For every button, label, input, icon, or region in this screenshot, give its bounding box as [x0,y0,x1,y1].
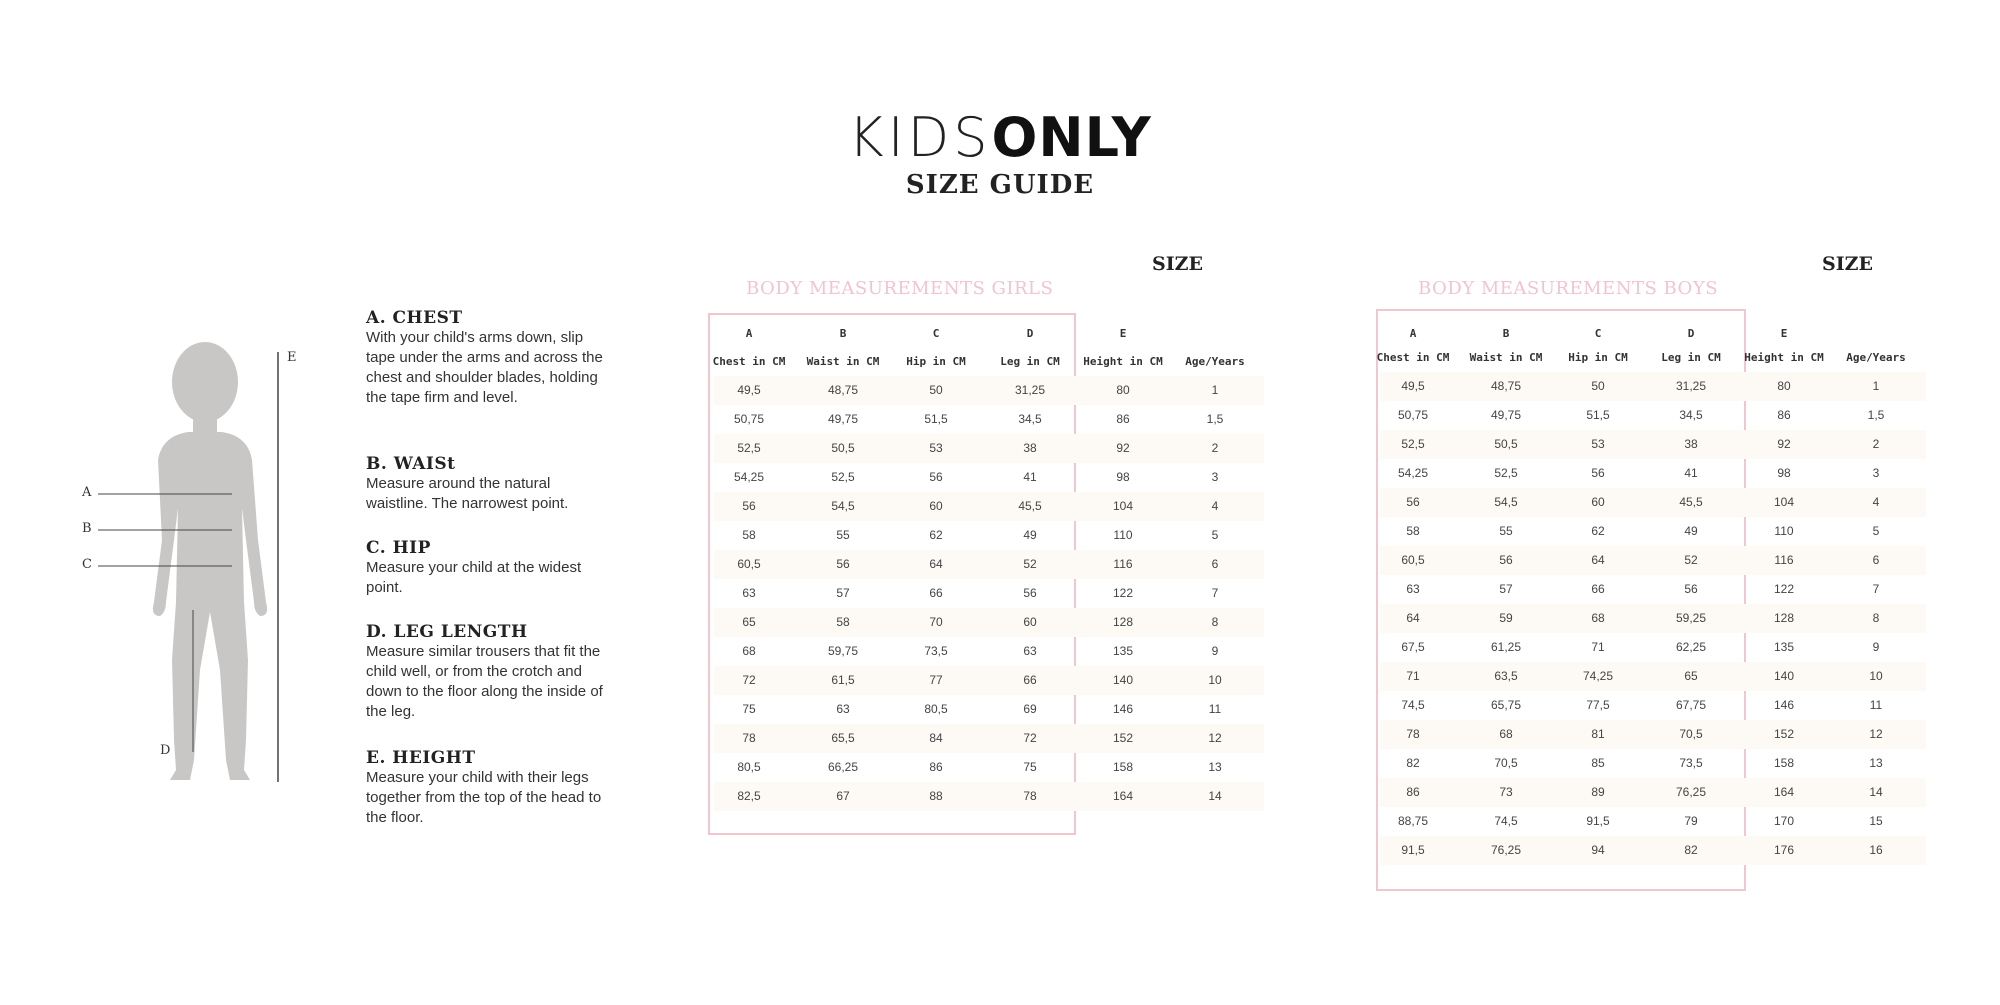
table-row [1380,633,1926,662]
measurement-height [366,748,616,828]
table-row-cell: 66,25 [827,760,859,774]
table-row-cell: 51,5 [924,412,948,426]
table-row-cell: 158 [1112,760,1134,774]
measurement-hip-title: C. HIP [366,538,431,558]
table-row-cell: 1 [1211,383,1219,397]
girls-size-label: SIZE [1152,253,1203,275]
table-row-cell: 116 [1113,557,1133,571]
table-row-cell: 91,5 [1401,843,1425,857]
measurement-height-text: Measure your child with their legs together from the top of the head to the floor. [366,769,602,826]
table-row-cell: 70,5 [1679,727,1703,741]
table-row-cell: 67 [836,789,850,803]
figure-label-c: C [82,557,92,572]
table-row-cell: 56 [1406,495,1420,509]
girls-header-row-cell: Height in CM [1083,355,1163,368]
table-row-cell: 77 [929,673,943,687]
table-row [1380,488,1926,517]
table-row-cell: 164 [1112,789,1134,803]
table-row-cell: 60,5 [1401,553,1425,567]
table-row-cell: 122 [1112,586,1134,600]
table-row-cell: 50,5 [1494,437,1518,451]
table-row-cell: 152 [1112,731,1134,745]
table-row-cell: 135 [1773,640,1795,654]
brand-logo-light: KIDS [848,106,992,169]
table-row-cell: 50 [1591,379,1605,393]
table-row-cell: 98 [1116,470,1130,484]
table-row-cell: 73,5 [924,644,948,658]
boys-size-label: SIZE [1822,253,1873,275]
table-row-cell: 72 [1023,731,1037,745]
boys-letter-row-cell: D [1687,327,1695,340]
table-row [714,666,1264,695]
table-row-cell: 50,75 [733,412,765,426]
table-row-cell: 67,5 [1401,640,1425,654]
measurement-hip [366,538,616,598]
table-row-cell: 54,5 [831,499,855,513]
table-row-cell: 65,5 [831,731,855,745]
table-row-cell: 14 [1869,785,1883,799]
table-row [1380,778,1926,807]
table-row-cell: 85 [1591,756,1605,770]
boys-letter-row [1380,327,1926,347]
table-row-cell: 66 [1591,582,1605,596]
table-row-cell: 38 [1684,437,1698,451]
table-row-cell: 52,5 [1401,437,1425,451]
table-row-cell: 64 [1591,553,1605,567]
measurement-height-title: E. HEIGHT [366,748,476,768]
table-row-cell: 8 [1872,611,1880,625]
table-row [1380,372,1926,401]
table-row-cell: 63 [742,586,756,600]
table-row [1380,401,1926,430]
table-row-cell: 49,75 [827,412,859,426]
table-row-cell: 60 [1023,615,1037,629]
table-row-cell: 1,5 [1206,412,1224,426]
figure-label-b: B [82,521,92,536]
girls-table-title: BODY MEASUREMENTS GIRLS [746,278,1054,299]
table-row-cell: 54,5 [1494,495,1518,509]
table-row-cell: 152 [1773,727,1795,741]
table-row-cell: 82 [1684,843,1698,857]
table-row-cell: 3 [1872,466,1880,480]
table-row [714,608,1264,637]
table-row-cell: 81 [1591,727,1605,741]
table-row-cell: 4 [1872,495,1880,509]
girls-letter-row-cell: A [745,327,753,340]
table-row-cell: 140 [1112,673,1134,687]
table-row-cell: 63 [1406,582,1420,596]
table-row-cell: 84 [929,731,943,745]
table-row-cell: 58 [836,615,850,629]
table-row-cell: 86 [929,760,943,774]
table-row-cell: 86 [1406,785,1420,799]
girls-header-row-cell: Waist in CM [806,355,880,368]
table-row-cell: 41 [1023,470,1037,484]
table-row-cell: 13 [1208,760,1222,774]
table-row-cell: 82 [1406,756,1420,770]
table-row-cell: 75 [742,702,756,716]
table-row-cell: 56 [1591,466,1605,480]
table-row-cell: 79 [1684,814,1698,828]
table-row-cell: 82,5 [737,789,761,803]
table-row-cell: 60,5 [737,557,761,571]
table-row-cell: 50,5 [831,441,855,455]
table-row-cell: 80 [1116,383,1130,397]
table-row-cell: 65,75 [1490,698,1522,712]
table-row [714,579,1264,608]
table-row-cell: 80,5 [737,760,761,774]
table-row-cell: 59,75 [827,644,859,658]
boys-header-row-cell: Chest in CM [1376,351,1450,364]
table-row-cell: 64 [1406,611,1420,625]
table-row-cell: 128 [1112,615,1134,629]
table-row-cell: 56 [742,499,756,513]
table-row-cell: 61,5 [831,673,855,687]
table-row-cell: 1,5 [1867,408,1885,422]
child-silhouette-figure [60,340,320,800]
table-row-cell: 11 [1208,702,1222,716]
measurement-waist-text: Measure around the natural waistline. The narrowest point. [366,475,569,512]
table-row-cell: 38 [1023,441,1037,455]
table-row [1380,604,1926,633]
table-row-cell: 104 [1112,499,1134,513]
girls-header-row-cell: Chest in CM [712,355,786,368]
table-row-cell: 140 [1773,669,1795,683]
table-row-cell: 50 [929,383,943,397]
table-row-cell: 60 [1591,495,1605,509]
table-row-cell: 70,5 [1494,756,1518,770]
table-row-cell: 53 [1591,437,1605,451]
table-row-cell: 67,75 [1675,698,1707,712]
figure-label-e: E [287,350,297,365]
table-row-cell: 3 [1211,470,1219,484]
table-row-cell: 52,5 [831,470,855,484]
table-row-cell: 122 [1773,582,1795,596]
boys-header-row-cell: Age/Years [1846,351,1906,364]
boys-letter-row-cell: A [1409,327,1417,340]
table-row-cell: 15 [1869,814,1883,828]
table-row-cell: 86 [1116,412,1130,426]
table-row-cell: 1 [1872,379,1880,393]
table-row-cell: 78 [742,731,756,745]
boys-letter-row-cell: E [1780,327,1788,340]
table-row [714,492,1264,521]
table-row-cell: 65 [1684,669,1698,683]
table-row-cell: 49,75 [1490,408,1522,422]
table-row-cell: 54,25 [1397,466,1429,480]
table-row-cell: 76,25 [1490,843,1522,857]
table-row-cell: 16 [1869,843,1883,857]
table-row-cell: 58 [1406,524,1420,538]
table-row-cell: 73 [1499,785,1513,799]
table-row-cell: 56 [929,470,943,484]
table-row-cell: 63,5 [1494,669,1518,683]
table-row-cell: 80 [1777,379,1791,393]
table-row-cell: 146 [1112,702,1134,716]
table-row-cell: 98 [1777,466,1791,480]
table-row-cell: 110 [1113,528,1133,542]
boys-header-row-cell: Leg in CM [1661,351,1721,364]
table-row-cell: 135 [1112,644,1134,658]
table-row-cell: 9 [1872,640,1880,654]
girls-letter-row-cell: B [839,327,847,340]
table-row-cell: 48,75 [827,383,859,397]
figure-label-d: D [160,743,171,758]
table-row-cell: 78 [1023,789,1037,803]
brand-logo-bold: ONLY [991,106,1152,169]
table-row-cell: 170 [1773,814,1795,828]
measurement-leg-length-text: Measure similar trousers that fit the child well, or from the crotch and down to the floor along the inside of the leg. [366,643,603,720]
table-row-cell: 68 [742,644,756,658]
table-row-cell: 89 [1591,785,1605,799]
table-row [1380,662,1926,691]
table-row-cell: 49,5 [1401,379,1425,393]
table-row-cell: 31,25 [1675,379,1707,393]
table-row-cell: 34,5 [1018,412,1042,426]
table-row-cell: 91,5 [1586,814,1610,828]
table-row-cell: 54,25 [733,470,765,484]
measurement-waist [366,454,616,514]
page-title: SIZE GUIDE [905,170,1095,200]
girls-letter-row [714,327,1264,347]
table-row [1380,836,1926,865]
table-row-cell: 55 [1499,524,1513,538]
table-row-cell: 158 [1773,756,1795,770]
girls-header-row [714,355,1264,375]
table-row-cell: 31,25 [1014,383,1046,397]
table-row [1380,459,1926,488]
table-row-cell: 63 [836,702,850,716]
table-row [1380,430,1926,459]
table-row [714,550,1264,579]
table-row-cell: 128 [1773,611,1795,625]
table-row-cell: 72 [742,673,756,687]
table-row-cell: 69 [1023,702,1037,716]
table-row-cell: 45,5 [1679,495,1703,509]
table-row [714,434,1264,463]
table-row-cell: 60 [929,499,943,513]
table-row-cell: 66 [1023,673,1037,687]
measurement-leg-length-title: D. LEG LENGTH [366,622,528,642]
table-row [1380,691,1926,720]
table-row-cell: 49,5 [737,383,761,397]
girls-letter-row-cell: C [932,327,940,340]
table-row-cell: 116 [1774,553,1794,567]
table-row-cell: 10 [1869,669,1883,683]
table-row [1380,517,1926,546]
table-row-cell: 61,25 [1490,640,1522,654]
table-row-cell: 52,5 [1494,466,1518,480]
boys-header-row-cell: Height in CM [1744,351,1824,364]
table-row-cell: 41 [1684,466,1698,480]
table-row-cell: 176 [1773,843,1795,857]
boys-letter-row-cell: C [1594,327,1602,340]
table-row [1380,546,1926,575]
table-row [714,463,1264,492]
table-row [714,724,1264,753]
table-row-cell: 92 [1116,441,1130,455]
table-row-cell: 77,5 [1586,698,1610,712]
table-row-cell: 80,5 [924,702,948,716]
table-row [714,637,1264,666]
table-row-cell: 6 [1211,557,1219,571]
table-row-cell: 9 [1211,644,1219,658]
table-row-cell: 71 [1591,640,1605,654]
table-row-cell: 66 [929,586,943,600]
measurement-leg-length [366,622,616,722]
table-row-cell: 88,75 [1397,814,1429,828]
table-row-cell: 62,25 [1675,640,1707,654]
table-row-cell: 94 [1591,843,1605,857]
table-row-cell: 73,5 [1679,756,1703,770]
table-row-cell: 59,25 [1675,611,1707,625]
table-row [714,695,1264,724]
table-row-cell: 68 [1591,611,1605,625]
table-row-cell: 5 [1872,524,1880,538]
table-row-cell: 57 [836,586,850,600]
table-row-cell: 34,5 [1679,408,1703,422]
boys-header-row-cell: Waist in CM [1469,351,1543,364]
table-row-cell: 68 [1499,727,1513,741]
table-row-cell: 75 [1023,760,1037,774]
table-row-cell: 2 [1211,441,1219,455]
table-row-cell: 53 [929,441,943,455]
measurement-hip-text: Measure your child at the widest point. [366,559,582,596]
table-row-cell: 7 [1211,586,1219,600]
table-row-cell: 51,5 [1586,408,1610,422]
table-row-cell: 48,75 [1490,379,1522,393]
table-row [1380,720,1926,749]
table-row-cell: 49 [1023,528,1037,542]
table-row-cell: 58 [742,528,756,542]
measurement-waist-title: B. WAISt [366,454,456,474]
table-row-cell: 12 [1869,727,1883,741]
table-row-cell: 70 [929,615,943,629]
girls-letter-row-cell: D [1026,327,1034,340]
girls-header-row-cell: Hip in CM [906,355,966,368]
table-row-cell: 71 [1406,669,1420,683]
table-row-cell: 63 [1023,644,1037,658]
table-row-cell: 164 [1773,785,1795,799]
table-row [1380,807,1926,836]
girls-letter-row-cell: E [1119,327,1127,340]
table-row-cell: 8 [1211,615,1219,629]
table-row-cell: 104 [1773,495,1795,509]
table-row-cell: 74,5 [1401,698,1425,712]
table-row [714,405,1264,434]
table-row-cell: 64 [929,557,943,571]
table-row-cell: 52 [1684,553,1698,567]
table-row-cell: 56 [1023,586,1037,600]
measurement-chest [366,308,616,408]
table-row-cell: 7 [1872,582,1880,596]
table-row [714,782,1264,811]
table-row [1380,575,1926,604]
table-row-cell: 6 [1872,553,1880,567]
table-row [1380,749,1926,778]
table-row-cell: 56 [1684,582,1698,596]
table-row-cell: 86 [1777,408,1791,422]
boys-header-row-cell: Hip in CM [1568,351,1628,364]
table-row-cell: 74,5 [1494,814,1518,828]
table-row [714,376,1264,405]
table-row-cell: 88 [929,789,943,803]
boys-table-title: BODY MEASUREMENTS BOYS [1418,278,1719,299]
boys-letter-row-cell: B [1502,327,1510,340]
table-row-cell: 74,25 [1582,669,1614,683]
table-row-cell: 45,5 [1018,499,1042,513]
table-row [714,753,1264,782]
table-row-cell: 57 [1499,582,1513,596]
table-row [714,521,1264,550]
table-row-cell: 56 [1499,553,1513,567]
girls-header-row-cell: Leg in CM [1000,355,1060,368]
brand-logo [0,108,2000,168]
table-row-cell: 4 [1211,499,1219,513]
table-row-cell: 110 [1774,524,1794,538]
table-row-cell: 52 [1023,557,1037,571]
table-row-cell: 62 [1591,524,1605,538]
table-row-cell: 59 [1499,611,1513,625]
girls-header-row-cell: Age/Years [1185,355,1245,368]
table-row-cell: 50,75 [1397,408,1429,422]
measurement-chest-title: A. CHEST [366,308,463,328]
table-row-cell: 92 [1777,437,1791,451]
table-row-cell: 65 [742,615,756,629]
table-row-cell: 5 [1211,528,1219,542]
table-row-cell: 78 [1406,727,1420,741]
table-row-cell: 11 [1869,698,1883,712]
figure-label-a: A [82,485,92,500]
table-row-cell: 14 [1208,789,1222,803]
table-row-cell: 56 [836,557,850,571]
table-row-cell: 10 [1208,673,1222,687]
table-row-cell: 146 [1773,698,1795,712]
boys-header-row [1376,351,1926,371]
table-row-cell: 55 [836,528,850,542]
table-row-cell: 52,5 [737,441,761,455]
table-row-cell: 12 [1208,731,1222,745]
table-row-cell: 13 [1869,756,1883,770]
table-row-cell: 76,25 [1675,785,1707,799]
measurement-chest-text: With your child's arms down, slip tape under the arms and across the chest and shoulder blades, holding the tape firm and level. [366,329,603,406]
table-row-cell: 2 [1872,437,1880,451]
table-row-cell: 62 [929,528,943,542]
table-row-cell: 49 [1684,524,1698,538]
